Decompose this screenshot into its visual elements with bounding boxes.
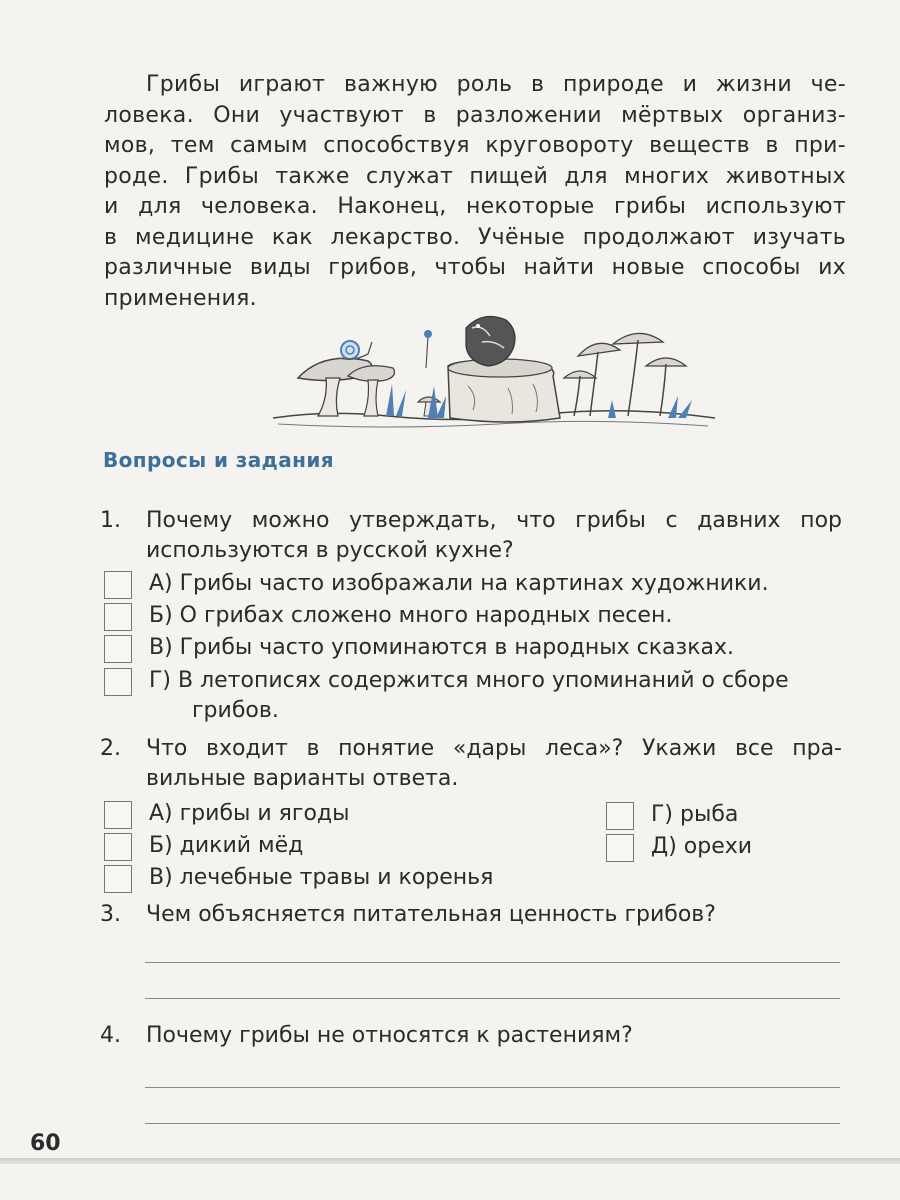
- option-label: А) Грибы часто изображали на картинах художники.: [149, 571, 769, 596]
- checkbox[interactable]: [104, 865, 132, 893]
- mushroom-cluster-icon: [564, 333, 686, 416]
- option-label: Б) дикий мёд: [149, 833, 304, 858]
- checkbox[interactable]: [104, 833, 132, 861]
- question-text: [146, 1021, 842, 1051]
- question-text: [146, 506, 842, 566]
- paragraph-line: в медицине как лекарство. Учёные продолжают изучать: [104, 224, 846, 250]
- snail-icon: [340, 341, 372, 359]
- checkbox[interactable]: [606, 834, 634, 862]
- paragraph-line: роде. Грибы также служат пищей для многих животных: [104, 163, 846, 189]
- checkbox[interactable]: [606, 802, 634, 830]
- option-label: А) грибы и ягоды: [149, 801, 350, 826]
- checkbox[interactable]: [104, 668, 132, 696]
- option-label: Б) О грибах сложено много народных песен.: [149, 603, 673, 628]
- option-label: Д) орехи: [651, 834, 753, 859]
- option-label: Г) В летописях содержится много упоминаний о сборе: [149, 668, 789, 693]
- option-label: В) Грибы часто упоминаются в народных сказках.: [149, 635, 734, 660]
- paragraph-line: ловека. Они участвуют в разложении мёртвых организ-: [104, 102, 846, 128]
- section-title: Вопросы и задания: [103, 448, 334, 472]
- question-line: Почему можно утверждать, что грибы с давних пор: [146, 508, 842, 533]
- question-line: используются в русской кухне?: [146, 538, 514, 563]
- paragraph-line: мов, тем самым способствуя круговороту веществ в при-: [104, 133, 846, 158]
- checkbox[interactable]: [104, 603, 132, 631]
- checkbox[interactable]: [104, 571, 132, 599]
- mushroom-icon: [298, 358, 394, 416]
- page-number: 60: [30, 1131, 61, 1156]
- stump-icon: [448, 359, 560, 422]
- question-text: [146, 734, 842, 794]
- answer-line[interactable]: [145, 962, 840, 963]
- page-bottom-edge: [0, 1158, 900, 1164]
- question-number: 3.: [100, 902, 121, 927]
- question-number: 1.: [100, 508, 121, 533]
- checkbox[interactable]: [104, 635, 132, 663]
- forest-mushrooms-chipmunk-illustration: [268, 306, 720, 434]
- answer-line[interactable]: [145, 1087, 840, 1088]
- option-label: В) лечебные травы и коренья: [149, 865, 494, 890]
- question-line: Чем объясняется питательная ценность грибов?: [146, 902, 716, 927]
- question-number: 2.: [100, 736, 121, 761]
- paragraph-line: Грибы играют важную роль в природе и жизни че-: [146, 72, 846, 97]
- paragraph-line: применения.: [104, 285, 257, 311]
- question-line: Почему грибы не относятся к растениям?: [146, 1023, 633, 1048]
- paragraph-line: различные виды грибов, чтобы найти новые способы их: [104, 255, 846, 280]
- option-label: Г) рыба: [651, 802, 739, 827]
- option-label: грибов.: [192, 698, 279, 723]
- answer-line[interactable]: [145, 998, 840, 999]
- intro-paragraph: [104, 70, 846, 314]
- checkbox[interactable]: [104, 801, 132, 829]
- question-line: вильные варианты ответа.: [146, 766, 459, 791]
- paragraph-line: и для человека. Наконец, некоторые грибы используют: [104, 194, 846, 219]
- question-text: [146, 900, 842, 930]
- question-number: 4.: [100, 1023, 121, 1048]
- answer-line[interactable]: [145, 1123, 840, 1124]
- question-line: Что входит в понятие «дары леса»? Укажи все пра-: [146, 736, 842, 761]
